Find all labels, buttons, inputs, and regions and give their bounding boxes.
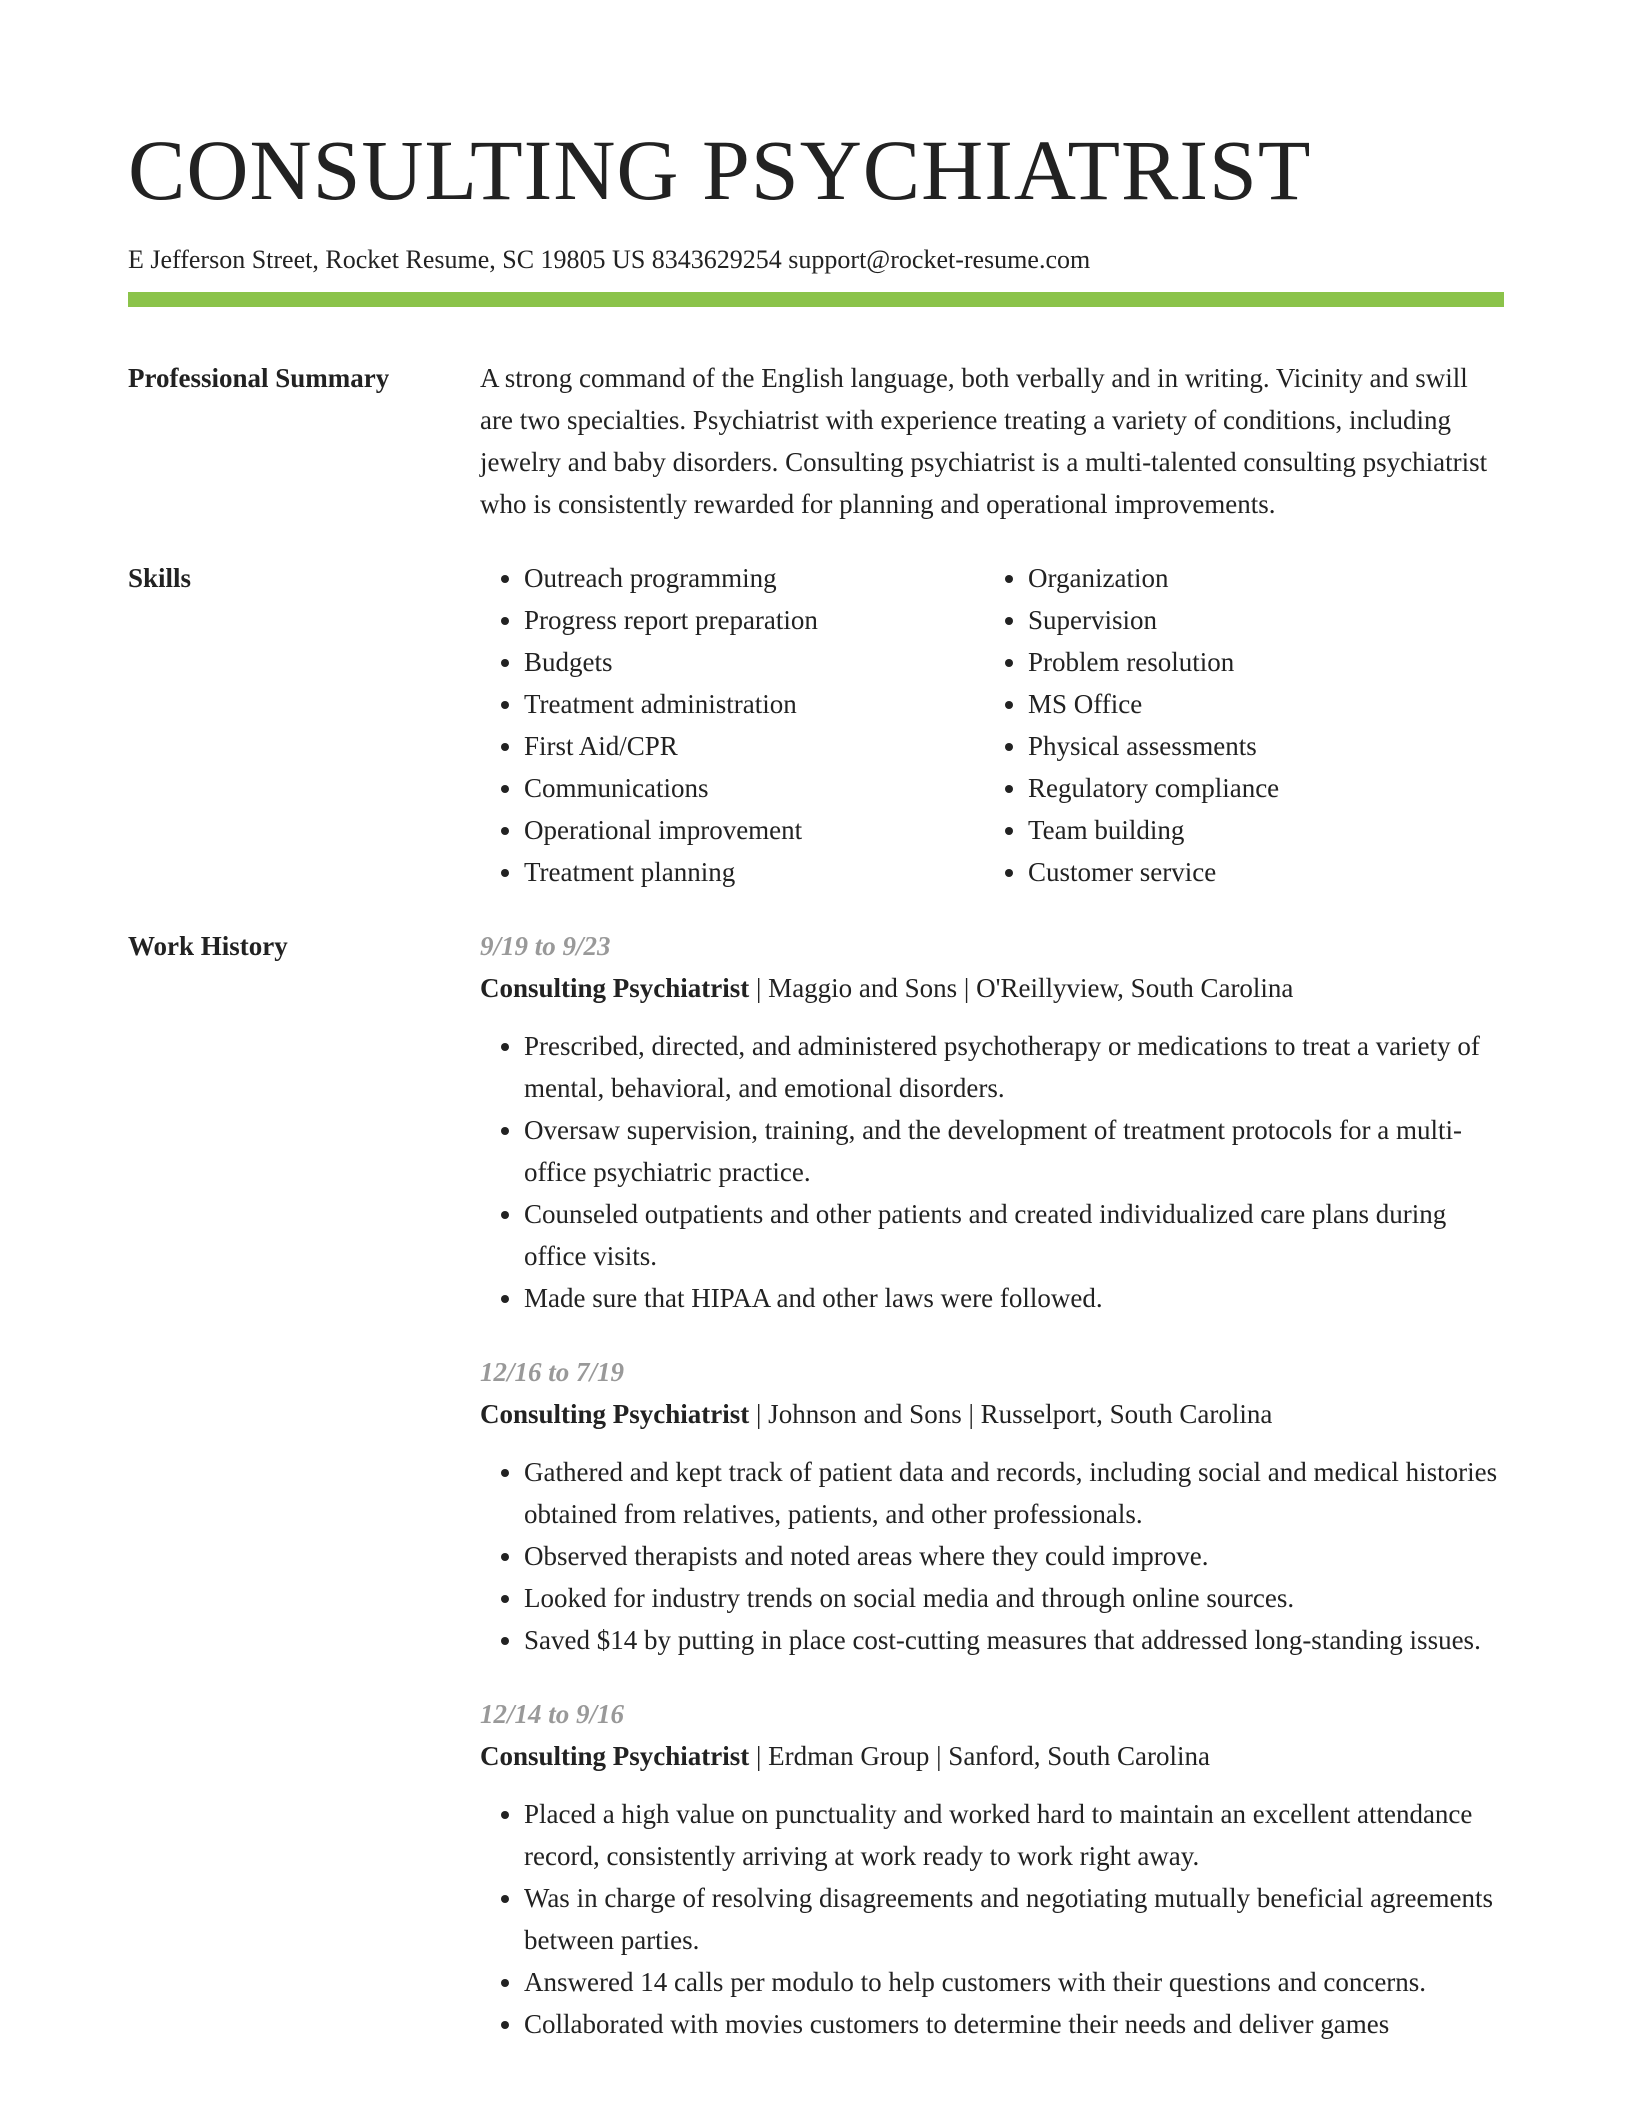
- skill-item: • Supervision: [1028, 599, 1488, 641]
- job-bullet: • Answered 14 calls per modulo to help customers with their questions and concerns.: [524, 1961, 1504, 2003]
- skill-item: • Outreach programming: [524, 557, 984, 599]
- skill-item: • Progress report preparation: [524, 599, 984, 641]
- section-title-skills: Skills: [128, 563, 192, 593]
- job-title: Consulting Psychiatrist: [480, 973, 750, 1003]
- section-title-summary: Professional Summary: [128, 363, 390, 393]
- skill-item: • Regulatory compliance: [1028, 767, 1488, 809]
- skills-columns: [480, 557, 1504, 893]
- skill-item: • MS Office: [1028, 683, 1488, 725]
- job-dates: 12/16 to 7/19: [480, 1357, 625, 1387]
- summary-text: A strong command of the English language, both verbally and in writing. Vicinity and swill are two specialties. Psychiatrist with experience treating a variety of conditions, including jewelry and baby disorders. Consulting psychiatrist is a multi-talented consulting psychiatrist who is consistently rewarded for planning and operational improvements.: [480, 363, 1488, 519]
- skills-column-right: [984, 557, 1488, 893]
- skills-list-right: [984, 557, 1488, 893]
- work-history-section: [128, 925, 1504, 2045]
- job-header: [480, 1735, 1504, 1777]
- job-bullet-list: [480, 1451, 1504, 1661]
- job-dates: 12/14 to 9/16: [480, 1699, 625, 1729]
- job-bullet: • Observed therapists and noted areas where they could improve.: [524, 1535, 1504, 1577]
- skills-body: [480, 557, 1504, 893]
- skill-item: • Budgets: [524, 641, 984, 683]
- job-bullet-list: [480, 1025, 1504, 1319]
- job-bullet: • Was in charge of resolving disagreements and negotiating mutually beneficial agreements between parties.: [524, 1877, 1504, 1961]
- job-bullet: • Placed a high value on punctuality and worked hard to maintain an excellent attendance record, consistently arriving at work ready to work right away.: [524, 1793, 1504, 1877]
- job-bullet: • Looked for industry trends on social media and through online sources.: [524, 1577, 1504, 1619]
- skills-section: [128, 557, 1504, 893]
- job-bullet-list: [480, 1793, 1504, 2045]
- job-entry: [480, 1693, 1504, 2045]
- section-title-work-history: Work History: [128, 931, 288, 961]
- job-bullet: • Oversaw supervision, training, and the development of treatment protocols for a multi-office psychiatric practice.: [524, 1109, 1504, 1193]
- job-bullet: • Saved $14 by putting in place cost-cutting measures that addressed long-standing issues.: [524, 1619, 1504, 1661]
- resume-name-heading: CONSULTING PSYCHIATRIST: [128, 122, 1312, 218]
- job-bullet: • Collaborated with movies customers to determine their needs and deliver games: [524, 2003, 1504, 2045]
- skill-item: • Physical assessments: [1028, 725, 1488, 767]
- job-details: | Johnson and Sons | Russelport, South Carolina: [749, 1399, 1273, 1429]
- job-header: [480, 967, 1504, 1009]
- skill-item: • First Aid/CPR: [524, 725, 984, 767]
- job-bullet: • Prescribed, directed, and administered psychotherapy or medications to treat a variety of mental, behavioral, and emotional disorders.: [524, 1025, 1504, 1109]
- skill-item: • Treatment planning: [524, 851, 984, 893]
- skills-column-left: [480, 557, 984, 893]
- skill-item: • Communications: [524, 767, 984, 809]
- contact-line: E Jefferson Street, Rocket Resume, SC 19805 US 8343629254 support@rocket-resume.com: [128, 245, 1091, 274]
- skill-item: • Team building: [1028, 809, 1488, 851]
- job-bullet: • Counseled outpatients and other patients and created individualized care plans during office visits.: [524, 1193, 1504, 1277]
- job-details: | Erdman Group | Sanford, South Carolina: [749, 1741, 1211, 1771]
- job-entry: [480, 925, 1504, 1319]
- job-details: | Maggio and Sons | O'Reillyview, South Carolina: [749, 973, 1294, 1003]
- skill-item: • Organization: [1028, 557, 1488, 599]
- job-bullet: • Gathered and kept track of patient data and records, including social and medical histories obtained from relatives, patients, and other professionals.: [524, 1451, 1504, 1535]
- job-title: Consulting Psychiatrist: [480, 1741, 750, 1771]
- accent-divider: [128, 292, 1504, 307]
- skill-item: • Problem resolution: [1028, 641, 1488, 683]
- job-dates: 9/19 to 9/23: [480, 931, 611, 961]
- job-entry: [480, 1351, 1504, 1661]
- job-bullet: • Made sure that HIPAA and other laws were followed.: [524, 1277, 1504, 1319]
- professional-summary-section: [128, 357, 1504, 525]
- skills-list-left: [480, 557, 984, 893]
- resume-page: [128, 120, 1504, 2045]
- skill-item: • Operational improvement: [524, 809, 984, 851]
- skill-item: • Customer service: [1028, 851, 1488, 893]
- job-header: [480, 1393, 1504, 1435]
- skill-item: • Treatment administration: [524, 683, 984, 725]
- job-title: Consulting Psychiatrist: [480, 1399, 750, 1429]
- work-history-body: [480, 925, 1504, 2045]
